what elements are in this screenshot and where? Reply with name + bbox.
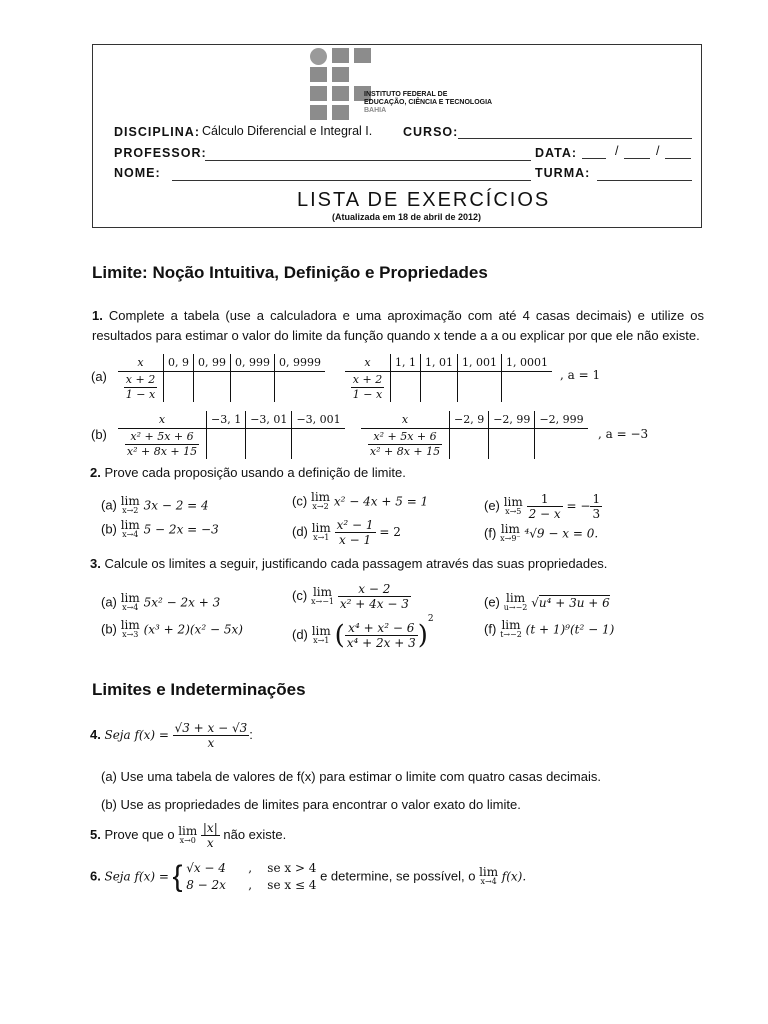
q1a-t1-num: x + 2 xyxy=(125,372,156,386)
turma-field[interactable] xyxy=(597,180,692,181)
q3d-sub: x→1 xyxy=(313,635,330,645)
q1-body: Complete a tabela (use a calculadora e uma aproximação com até 4 casas decimais) e utilize os resultados para estimar o valor do limite da função quando x tende a a ou explicar por que ele não existe. xyxy=(92,308,704,343)
q3c-den: x² + 4x − 3 xyxy=(339,597,409,611)
q1a-t2-den: 1 − x xyxy=(352,387,383,401)
q1a-t1-cell[interactable] xyxy=(164,372,194,403)
q5-sub: x→0 xyxy=(179,835,196,845)
q4-number: 4. xyxy=(90,726,101,742)
q2-body: Prove cada proposição usando a definição de limite. xyxy=(104,465,406,480)
turma-label: TURMA: xyxy=(535,166,591,180)
q2d-sub: x→1 xyxy=(313,532,330,542)
q1a-t1-col: 0, 9 xyxy=(164,354,194,372)
q2d: (d) lim x→1 $\frac{\text{x² − 1}}{x - 1}$ = 2 xyxy=(292,518,401,547)
q1b-t1-col: −3, 1 xyxy=(207,411,246,429)
q3c: (c) lim x→−1 $\frac{x - 2}{\text{x² + 4x − 3}}$ xyxy=(292,582,409,611)
q4-lead: Seja f(x) = xyxy=(104,727,169,742)
q2d-den: x − 1 xyxy=(339,533,372,547)
institute-line3: BAHIA xyxy=(364,107,387,114)
q4-colon: : xyxy=(249,726,253,742)
q2b-sub: x→4 xyxy=(122,530,139,539)
q6-lead: Seja f(x) = xyxy=(104,869,169,884)
q3d-num: x⁴ + x² − 6 xyxy=(345,621,418,636)
q1b-t1-den: x² + 8x + 15 xyxy=(126,444,198,458)
q5: 5. Prove que o lim x→0 $\frac{|x|}{x}$ não existe. xyxy=(90,821,287,850)
q3d-den: x⁴ + 2x + 3 xyxy=(346,636,416,650)
q1b-point: , a = −3 xyxy=(598,427,649,441)
q6-case1: √x − 4 xyxy=(186,861,226,875)
q1a-table-right xyxy=(345,354,552,402)
q5-den: x xyxy=(206,836,214,850)
q2-number: 2. xyxy=(90,465,101,480)
q6-sub: x→4 xyxy=(480,877,497,886)
q1a-t1-den: 1 − x xyxy=(125,387,156,401)
q1b-t1-cell[interactable] xyxy=(207,429,246,460)
q2b-label: (b) xyxy=(101,521,117,537)
curso-label: CURSO: xyxy=(403,125,459,139)
q1b-t1-cell[interactable] xyxy=(292,429,345,460)
q1a-point: , a = 1 xyxy=(560,368,601,382)
q2b: (b) lim x→4 5 − 2x = −3 xyxy=(101,518,219,539)
q2d-num: x² − 1 xyxy=(336,518,374,532)
institute-line1: INSTITUTO FEDERAL DE xyxy=(364,91,448,98)
q4 xyxy=(90,721,253,750)
date-year-field[interactable] xyxy=(665,158,691,159)
q1b-t2-col: −2, 999 xyxy=(535,411,588,429)
q5-num: |x| xyxy=(202,821,218,835)
q2a-sub: x→2 xyxy=(122,506,139,515)
q1a-t2-col: 1, 1 xyxy=(391,354,421,372)
q2f-label: (f) xyxy=(484,525,497,541)
q1a-t2-cell[interactable] xyxy=(458,372,502,403)
q3b-expr: (x³ + 2)(x² − 5x) xyxy=(143,622,243,637)
q1a-t1-col: 0, 99 xyxy=(194,354,231,372)
q1b-t2-den: x² + 8x + 15 xyxy=(369,444,441,458)
q6-cond2: se x ≤ 4 xyxy=(267,878,317,892)
q1b-t1-col: −3, 01 xyxy=(246,411,292,429)
q5-lead: Prove que o xyxy=(104,826,175,842)
q3b-sub: x→3 xyxy=(122,630,139,639)
q6-case2: 8 − 2x xyxy=(186,878,226,892)
q1b-t2-col: −2, 99 xyxy=(489,411,535,429)
page-subtitle: (Atualizada em 18 de abril de 2012) xyxy=(332,212,482,222)
q1a-t1-col: 0, 9999 xyxy=(275,354,326,372)
q1b-t1-x: x xyxy=(118,411,207,429)
q2c-expr: x² − 4x + 5 = 1 xyxy=(333,494,429,509)
q1a-t2-cell[interactable] xyxy=(502,372,553,403)
q1a-t2-col: 1, 01 xyxy=(421,354,458,372)
q3a-sub: x→4 xyxy=(122,603,139,612)
q6-cond1: se x > 4 xyxy=(267,861,317,875)
q4b: (b) Use as propriedades de limites para encontrar o valor exato do limite. xyxy=(101,797,521,812)
q3-body: Calcule os limites a seguir, justificando cada passagem através das suas propriedades. xyxy=(104,556,608,571)
q1b-t2-cell[interactable] xyxy=(535,429,588,460)
disciplina-label: DISCIPLINA: xyxy=(114,125,200,139)
q1-number: 1. xyxy=(92,308,103,323)
q2d-rhs: = 2 xyxy=(379,525,401,539)
q3e-sub: u→−2 xyxy=(503,603,528,612)
q1a-t1-col: 0, 999 xyxy=(231,354,275,372)
q1a-t2-col: 1, 0001 xyxy=(502,354,553,372)
q2b-expr: 5 − 2x = −3 xyxy=(143,522,219,537)
q2a: (a) lim x→2 3x − 2 = 4 xyxy=(101,494,209,515)
q1b-t2-cell[interactable] xyxy=(450,429,489,460)
q1b-t1-num: x² + 5x + 6 xyxy=(125,430,199,445)
q3e-label: (e) xyxy=(484,594,500,610)
q3c-label: (c) xyxy=(292,588,308,603)
data-label: DATA: xyxy=(535,146,578,160)
institute-name xyxy=(364,91,492,115)
q2e-den: 2 − x xyxy=(528,507,561,521)
q6-number: 6. xyxy=(90,868,101,884)
q1b-label: (b) xyxy=(91,427,107,442)
section2-heading: Limites e Indeterminações xyxy=(92,680,306,699)
q1a-t2-x: x xyxy=(345,354,391,372)
q3a-expr: 5x² − 2x + 3 xyxy=(143,595,221,610)
q2f: (f) lim x→9⁻ ⁴√9 − x = 0. xyxy=(484,522,599,543)
q1b-t1-col: −3, 001 xyxy=(292,411,345,429)
q3d: (d) lim x→1 ( $\frac{\text{x⁴ + x² − 6}}{\text{x⁴ + 2x + 3}}$ )$^2$ xyxy=(292,614,434,651)
date-month-field[interactable] xyxy=(624,158,650,159)
q1a-t2-cell[interactable] xyxy=(421,372,458,403)
date-day-field[interactable] xyxy=(582,158,606,159)
q2e-label: (e) xyxy=(484,498,500,513)
q3f-label: (f) xyxy=(484,621,497,637)
q6-fx: f(x). xyxy=(501,869,527,884)
q1a-t1-cell[interactable] xyxy=(194,372,231,403)
q1a-t2-cell[interactable] xyxy=(391,372,421,403)
curso-field[interactable] xyxy=(458,138,692,139)
q1a-t2-num: x + 2 xyxy=(352,372,383,386)
q1a-t1-cell[interactable] xyxy=(231,372,275,403)
q6-tail: e determine, se possível, o xyxy=(320,868,476,884)
date-sep-2: / xyxy=(656,144,660,158)
q5-tail: não existe. xyxy=(223,826,287,842)
q2d-label: (d) xyxy=(292,524,308,539)
q2-text xyxy=(90,465,406,480)
q2e: (e) lim x→5 $\frac{1}{2 - x}$ = − $\frac{1}{3}$ xyxy=(484,492,601,521)
q2c-sub: x→2 xyxy=(312,502,329,511)
q2e-num: 1 xyxy=(527,492,563,507)
q1b-table-left xyxy=(118,411,345,459)
page-title: LISTA DE EXERCÍCIOS xyxy=(297,189,551,211)
q1b-t2-x: x xyxy=(361,411,450,429)
q2c: (c) lim x→2 x² − 4x + 5 = 1 xyxy=(292,490,429,511)
professor-label: PROFESSOR: xyxy=(114,146,207,160)
q2e-rhs-num: 1 xyxy=(592,492,601,506)
q1b-table-right xyxy=(361,411,588,459)
nome-label: NOME: xyxy=(114,166,161,180)
q3d-exp: 2 xyxy=(427,614,434,624)
q3e-expr: u⁴ + 3u + 6 xyxy=(538,595,610,610)
q3-text xyxy=(90,556,607,571)
q5-number: 5. xyxy=(90,826,101,842)
q3e: (e) lim u→−2 √u⁴ + 3u + 6 xyxy=(484,591,610,612)
q6: 6. Seja f(x) = { √x − 4 , se x > 4 8 − 2x , se x ≤ 4 e determine, se possível, o lim x→4 f(x). xyxy=(90,860,527,893)
date-sep-1: / xyxy=(615,144,619,158)
professor-field[interactable] xyxy=(205,160,531,161)
q3a: (a) lim x→4 5x² − 2x + 3 xyxy=(101,591,221,612)
q3f-expr: (t + 1)⁹(t² − 1) xyxy=(525,622,615,637)
q2f-sub: x→9⁻ xyxy=(500,534,521,543)
q2a-expr: 3x − 2 = 4 xyxy=(143,498,209,513)
q4-num: √3 + x − √3 xyxy=(174,721,248,735)
q1a-table-left xyxy=(118,354,325,402)
q3f-sub: t→−2 xyxy=(500,630,522,639)
q1a-t1-x: x xyxy=(118,354,164,372)
q3b-label: (b) xyxy=(101,621,117,637)
q1-text xyxy=(92,306,704,346)
nome-field[interactable] xyxy=(172,180,531,181)
q1a-t1-cell[interactable] xyxy=(275,372,326,403)
q4a: (a) Use uma tabela de valores de f(x) para estimar o limite com quatro casas decimais. xyxy=(101,769,601,784)
q1b-t2-num: x² + 5x + 6 xyxy=(368,430,442,445)
q2f-expr: ⁴√9 − x = 0. xyxy=(524,526,599,541)
q1a-label: (a) xyxy=(91,369,107,384)
q3d-label: (d) xyxy=(292,627,308,642)
q3-number: 3. xyxy=(90,556,101,571)
q1b-t2-cell[interactable] xyxy=(489,429,535,460)
q1a-t2-col: 1, 001 xyxy=(458,354,502,372)
q1b-t2-col: −2, 9 xyxy=(450,411,489,429)
q3c-sub: x→−1 xyxy=(311,596,335,606)
institute-line2: EDUCAÇÃO, CIÊNCIA E TECNOLOGIA xyxy=(364,99,493,106)
q2e-sub: x→5 xyxy=(505,506,522,516)
q3b: (b) lim x→3 (x³ + 2)(x² − 5x) xyxy=(101,618,243,639)
disciplina-value[interactable]: Cálculo Diferencial e Integral I. xyxy=(202,124,373,138)
q3f: (f) lim t→−2 (t + 1)⁹(t² − 1) xyxy=(484,618,615,639)
q4-den: x xyxy=(207,736,215,750)
q3a-label: (a) xyxy=(101,594,117,610)
section1-heading: Limite: Noção Intuitiva, Definição e Propriedades xyxy=(92,263,488,282)
q1b-t1-cell[interactable] xyxy=(246,429,292,460)
q2e-rhs-den: 3 xyxy=(592,507,601,521)
q2c-label: (c) xyxy=(292,493,308,509)
q2a-label: (a) xyxy=(101,497,117,513)
q3c-num: x − 2 xyxy=(338,582,411,597)
